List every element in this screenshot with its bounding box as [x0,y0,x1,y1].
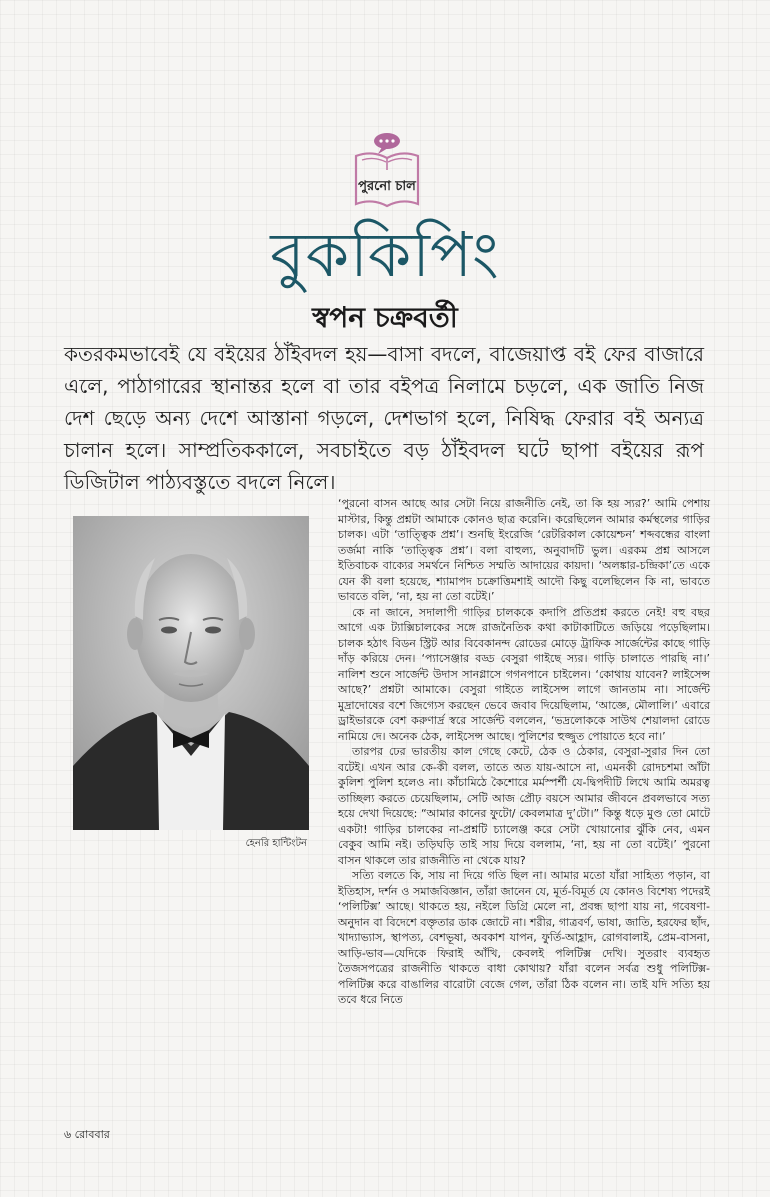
article-intro: কতরকমভাবেই যে বইয়ের ঠাঁইবদল হয়—বাসা বদলে, বাজেয়াপ্ত বই ফের বাজারে এলে, পাঠাগারের স্থানান্তর হলে বা তার বইপত্র নিলামে চড়লে, এক জাতি নিজ দেশ ছেড়ে অন্য দেশে আস্তানা গড়লে, দেশভাগ হলে, নিষিদ্ধ ফেরার বই অন্যত্র চালান হলে। সাম্প্রতিককালে, সবচাইতে বড় ঠাঁইবদল ঘটে ছাপা বইয়ের রূপ ডিজিটাল পাঠ্যবস্তুতে বদলে নিলে। [64,342,704,494]
article-author: স্বপন চক্রবর্তী [312,301,458,334]
section-logo [342,130,432,210]
section-label: পুরনো চাল [358,179,416,194]
body-paragraph: তারপর ঢের ভারতীয় কাল গেছে কেটে, ঠেক ও ঠেকার, বেসুরা-সুরার দিন তো বটেই। এখন আর কে-কী বলল, তাতে অত যায়-আসে না, এমনকী রোদচশমা আঁটা কুলিশ পুলিশ হলেও না। কাঁচামিঠে কৈশোরে মর্মস্পর্শী যে-দ্বিপদীটি লিখে আমি অমরত্ব তাচ্ছিল্য করতে চেয়েছিলাম, সেটি আজ প্রৌঢ় বয়সে আমার জীবনে প্রবলভাবে সত্য হয়ে দেখা দিয়েছে: “আমার কানের ফুটো/ কেবলমাত্র দু’টো।” কিন্তু ধড়ে মুণ্ড তো মোটে একটা! গাড়ির চালকের না-প্রশ্নটি চ্যালেঞ্জ করে সেটা খোয়ানোর ঝুঁকি নেব, এমন বেকুব আমি নই। তড়িঘড়ি তাই সায় দিয়ে বললাম, ‘না, হয় না তো বটেই।’ পুরনো বাসন থাকলে তার রাজনীতি না থেকে যায়? [338,745,710,867]
portrait-photo [73,516,309,830]
body-paragraph: সত্যি বলতে কি, সায় না দিয়ে গতি ছিল না। আমার মতো যাঁরা সাহিত্য পড়ান, বা ইতিহাস, দর্শন ও সমাজবিজ্ঞান, তাঁরা জানেন যে, মূর্ত-বিমূর্ত যে কোনও বিশেষ্য পদেরই ‘পলিটিক্স’ আছে। থাকতে হয়, নইলে ডিগ্রি মেলে না, প্রবন্ধ ছাপা যায় না, গবেষণা-অনুদান বা বিদেশে বক্তৃতার ডাক জোটে না। শরীর, গাত্রবর্ণ, ভাষা, জাতি, হরফের ছাঁদ, খাদ্যাভ্যাস, স্থাপত্য, বেশভূষা, অবকাশ যাপন, ফুর্তি-আহ্লাদ, রোগবালাই, প্রেম-বাসনা, আড়ি-ভাব—যেদিকে ফিরাই আঁখি, কেবলই পলিটিক্স দেখি। সুতরাং ব্যবহৃত তৈজসপত্রের রাজনীতি থাকতে বাধা কোথায়? যাঁরা বলেন সর্বত্র শুধু পলিটিক্স-পলিটিক্স করে বাঙালির বারোটা বেজে গেল, তাঁরা ঠিক বলেন না। তাই যদি সত্যি হয় তবে ধরে নিতে [338,869,710,1006]
book-with-speech-bubble-icon [342,130,432,210]
page-footer: ৬ রোববার [64,1128,110,1141]
body-paragraph: ‘পুরনো বাসন আছে আর সেটা নিয়ে রাজনীতি নেই, তা কি হয় স্যর?’ আমি পেশায় মাস্টার, কিন্তু প্রশ্নটা আমাকে কোনও ছাত্র করেনি। করেছিলেন আমার কর্মস্থলের গাড়ির চালক। এটা ‘তাত্ত্বিক প্রশ্ন’। শুনছি ইংরেজি ‘রেটরিকাল কোয়েশ্চন’ শব্দবন্ধের বাংলা তর্জমা নাকি ‘তাত্ত্বিক প্রশ্ন’। বলা বাহুল্য, অনুবাদটি ভুল। এরকম প্রশ্ন আসলে ইতিবাচক বাক্যের সমর্থনে নিশ্চিত সম্মতি আদায়ের কায়দা। ‘অলঙ্কার-চন্দ্রিকা’তে একে যেন কী বলা হয়েছে, শ্যামাপদ চক্রোত্তিমশাই আদৌ কিছু বলেছিলেন কি না, ভাবতে ভাবতে বলি, ‘না, হয় না তো বটেই।’ [338,497,710,603]
photo-caption: হেনরি হান্টিংটন [245,838,307,849]
body-paragraph: কে না জানে, সদালাপী গাড়ির চালককে কদাপি প্রতিপ্রশ্ন করতে নেই! বহু বছর আগে এক ট্যাক্সিচালকের সঙ্গে রাজনৈতিক কথা কাটাকাটিতে জড়িয়ে পড়েছিলাম। চালক হঠাৎ বিডন স্ট্রিট আর বিবেকানন্দ রোডের মোড়ে ট্রাফিক সার্জেন্টের কাছে গাড়ি দাঁড় করিয়ে দেন। ‘প্যাসেঞ্জার বড্ড বেসুরা গাইছে স্যর। গাড়ি চালাতে পারছি না।’ নালিশ শুনে সার্জেন্ট উদাস সানগ্লাসে গগনপানে চাইলেন। ‘কোথায় যাবেন? লাইসেন্স আছে?’ প্রশ্নটা আমাকে। বেসুরা গাইতে লাইসেন্স লাগে জানতাম না। সার্জেন্ট মুদ্রাদোষের বশে জিগ্যেস করছেন ভেবে জবাব দিয়েছিলাম, ‘আজ্ঞে, মৌলালি।’ এবারে ড্রাইভারকে বেশ করুণার্দ্র স্বরে সার্জেন্ট বললেন, ‘ভদ্রলোককে সাউথ শেয়ালদা রোডে নামিয়ে দে। অনেক ঠেক, লাইসেন্স আছে। পুলিশের হুজ্জুত পোয়াতে হবে না।’ [338,605,710,743]
article-title: বুককিপিং [270,218,500,291]
article-body [338,496,710,1008]
